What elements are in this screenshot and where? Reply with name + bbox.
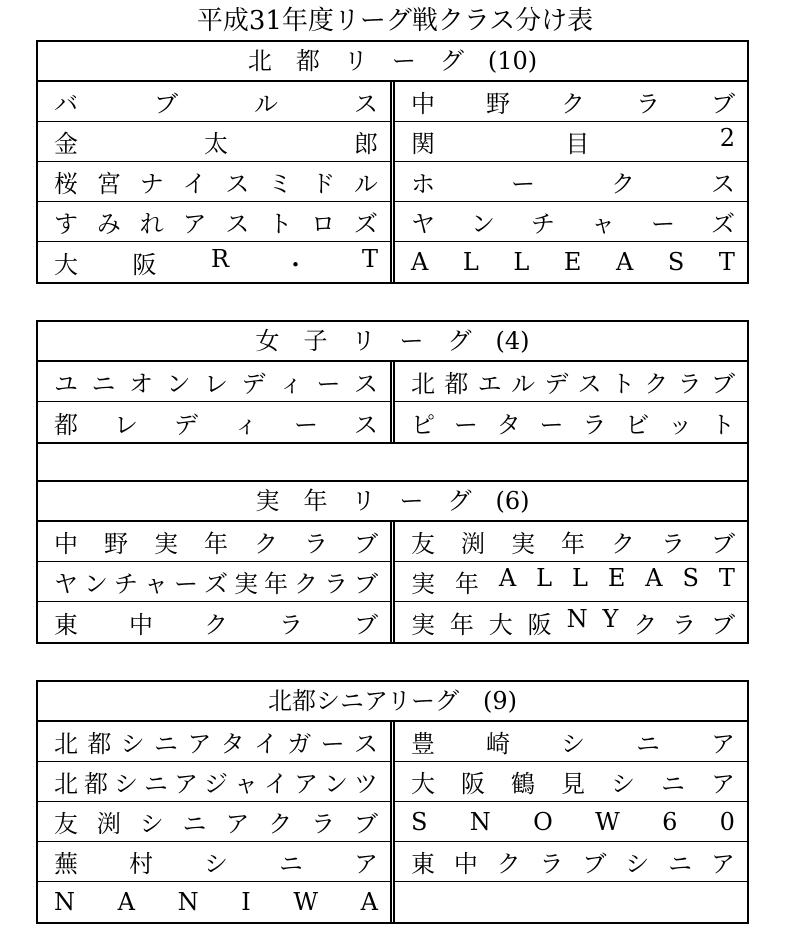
team-name: 東 中 ク ラ ブ: [54, 610, 378, 639]
team-grid: [38, 362, 747, 442]
team-name: ホ ー ク ス: [411, 170, 735, 198]
team-cell: [395, 562, 747, 602]
team-cell: [395, 82, 747, 122]
team-cell: [38, 762, 390, 802]
league-table-hokuto-senior: [36, 680, 749, 924]
team-name: 実 年 大 阪 N Y ク ラ ブ: [411, 604, 735, 639]
league-heading: 北都シニアリーグ (9): [38, 682, 747, 722]
team-cell: [38, 162, 390, 202]
blank-spacer: [36, 440, 749, 482]
team-name: バ ブ ル ス: [54, 90, 378, 118]
team-column-left: [38, 82, 395, 282]
team-name: 北 都 シ ニ ア ジ ャ イ ア ン ツ: [54, 770, 378, 798]
team-name: 蕪 村 シ ニ ア: [54, 850, 378, 878]
league-table-hokuto: [36, 40, 749, 284]
team-name: S N O W 6 0: [411, 807, 735, 836]
team-cell: [38, 802, 390, 842]
team-cell: [38, 82, 390, 122]
team-name: 大 阪 鶴 見 シ ニ ア: [411, 770, 735, 798]
team-cell: [38, 362, 390, 402]
team-name: 都 レ デ ィ ー ス: [54, 410, 378, 439]
team-cell: [38, 122, 390, 162]
team-cell: [395, 602, 747, 642]
team-grid: [38, 82, 747, 282]
team-name: 実 年 A L L E A S T: [411, 564, 735, 598]
team-name: ヤ ン チ ャ ー ズ: [411, 210, 735, 238]
team-cell: [38, 522, 390, 562]
team-cell: [395, 522, 747, 562]
team-cell: [38, 602, 390, 642]
team-name: ユ ニ オ ン レ デ ィ ー ス: [54, 370, 378, 398]
team-name: ヤ ン チ ャ ー ズ 実 年 ク ラ ブ: [54, 570, 378, 598]
league-heading: 北 都 リ ー グ (10): [38, 42, 747, 82]
team-name: 中 野 実 年 ク ラ ブ: [54, 530, 378, 558]
team-cell: [395, 202, 747, 242]
team-name: ピ ー タ ー ラ ビ ッ ト: [411, 410, 735, 439]
league-heading: 女 子 リ ー グ (4): [38, 322, 747, 362]
team-cell: [38, 242, 390, 282]
league-table-senior-age: [36, 480, 749, 644]
team-name: 中 野 ク ラ ブ: [411, 90, 735, 118]
team-column-left: [38, 362, 395, 442]
team-cell: [395, 402, 747, 442]
team-cell: [38, 842, 390, 882]
team-name: 関 目 2: [411, 124, 735, 158]
team-cell: [395, 842, 747, 882]
team-cell: [38, 202, 390, 242]
team-name: 友 渕 実 年 ク ラ ブ: [411, 530, 735, 558]
team-cell: [395, 242, 747, 282]
team-column-right: [395, 722, 747, 922]
team-cell: [38, 402, 390, 442]
team-cell: [395, 162, 747, 202]
team-name: 北 都 シ ニ ア タ イ ガ ー ス: [54, 730, 378, 758]
team-cell: [395, 722, 747, 762]
team-name: 大 阪 R ・ T: [54, 244, 378, 279]
team-name: 桜 宮 ナ イ ス ミ ド ル: [54, 170, 378, 198]
team-column-right: [395, 522, 747, 642]
league-table-women: [36, 320, 749, 444]
team-column-right: [395, 82, 747, 282]
team-cell: [395, 362, 747, 402]
team-name: 東 中 ク ラ ブ シ ニ ア: [411, 850, 735, 878]
team-grid: [38, 722, 747, 922]
team-cell: [395, 122, 747, 162]
team-name: N A N I W A: [54, 888, 378, 916]
team-grid: [38, 522, 747, 642]
page-title: 平成31年度リーグ戦クラス分け表: [196, 6, 594, 36]
team-name: A L L E A S T: [411, 248, 735, 276]
team-column-left: [38, 722, 395, 922]
team-cell: [38, 722, 390, 762]
team-cell: [38, 882, 390, 922]
team-cell: [395, 762, 747, 802]
team-name: す み れ ア ス ト ロ ズ: [54, 210, 378, 238]
team-name: 金 太 郎: [54, 130, 378, 158]
team-name: 友 渕 シ ニ ア ク ラ ブ: [54, 810, 378, 838]
team-name: 豊 崎 シ ニ ア: [411, 730, 735, 758]
team-column-right: [395, 362, 747, 442]
team-name: 北 都 エ ル デ ス ト ク ラ ブ: [411, 370, 735, 398]
team-cell: [395, 802, 747, 842]
league-heading: 実 年 リ ー グ (6): [38, 482, 747, 522]
team-cell: [395, 882, 747, 922]
team-cell: [38, 562, 390, 602]
team-column-left: [38, 522, 395, 642]
